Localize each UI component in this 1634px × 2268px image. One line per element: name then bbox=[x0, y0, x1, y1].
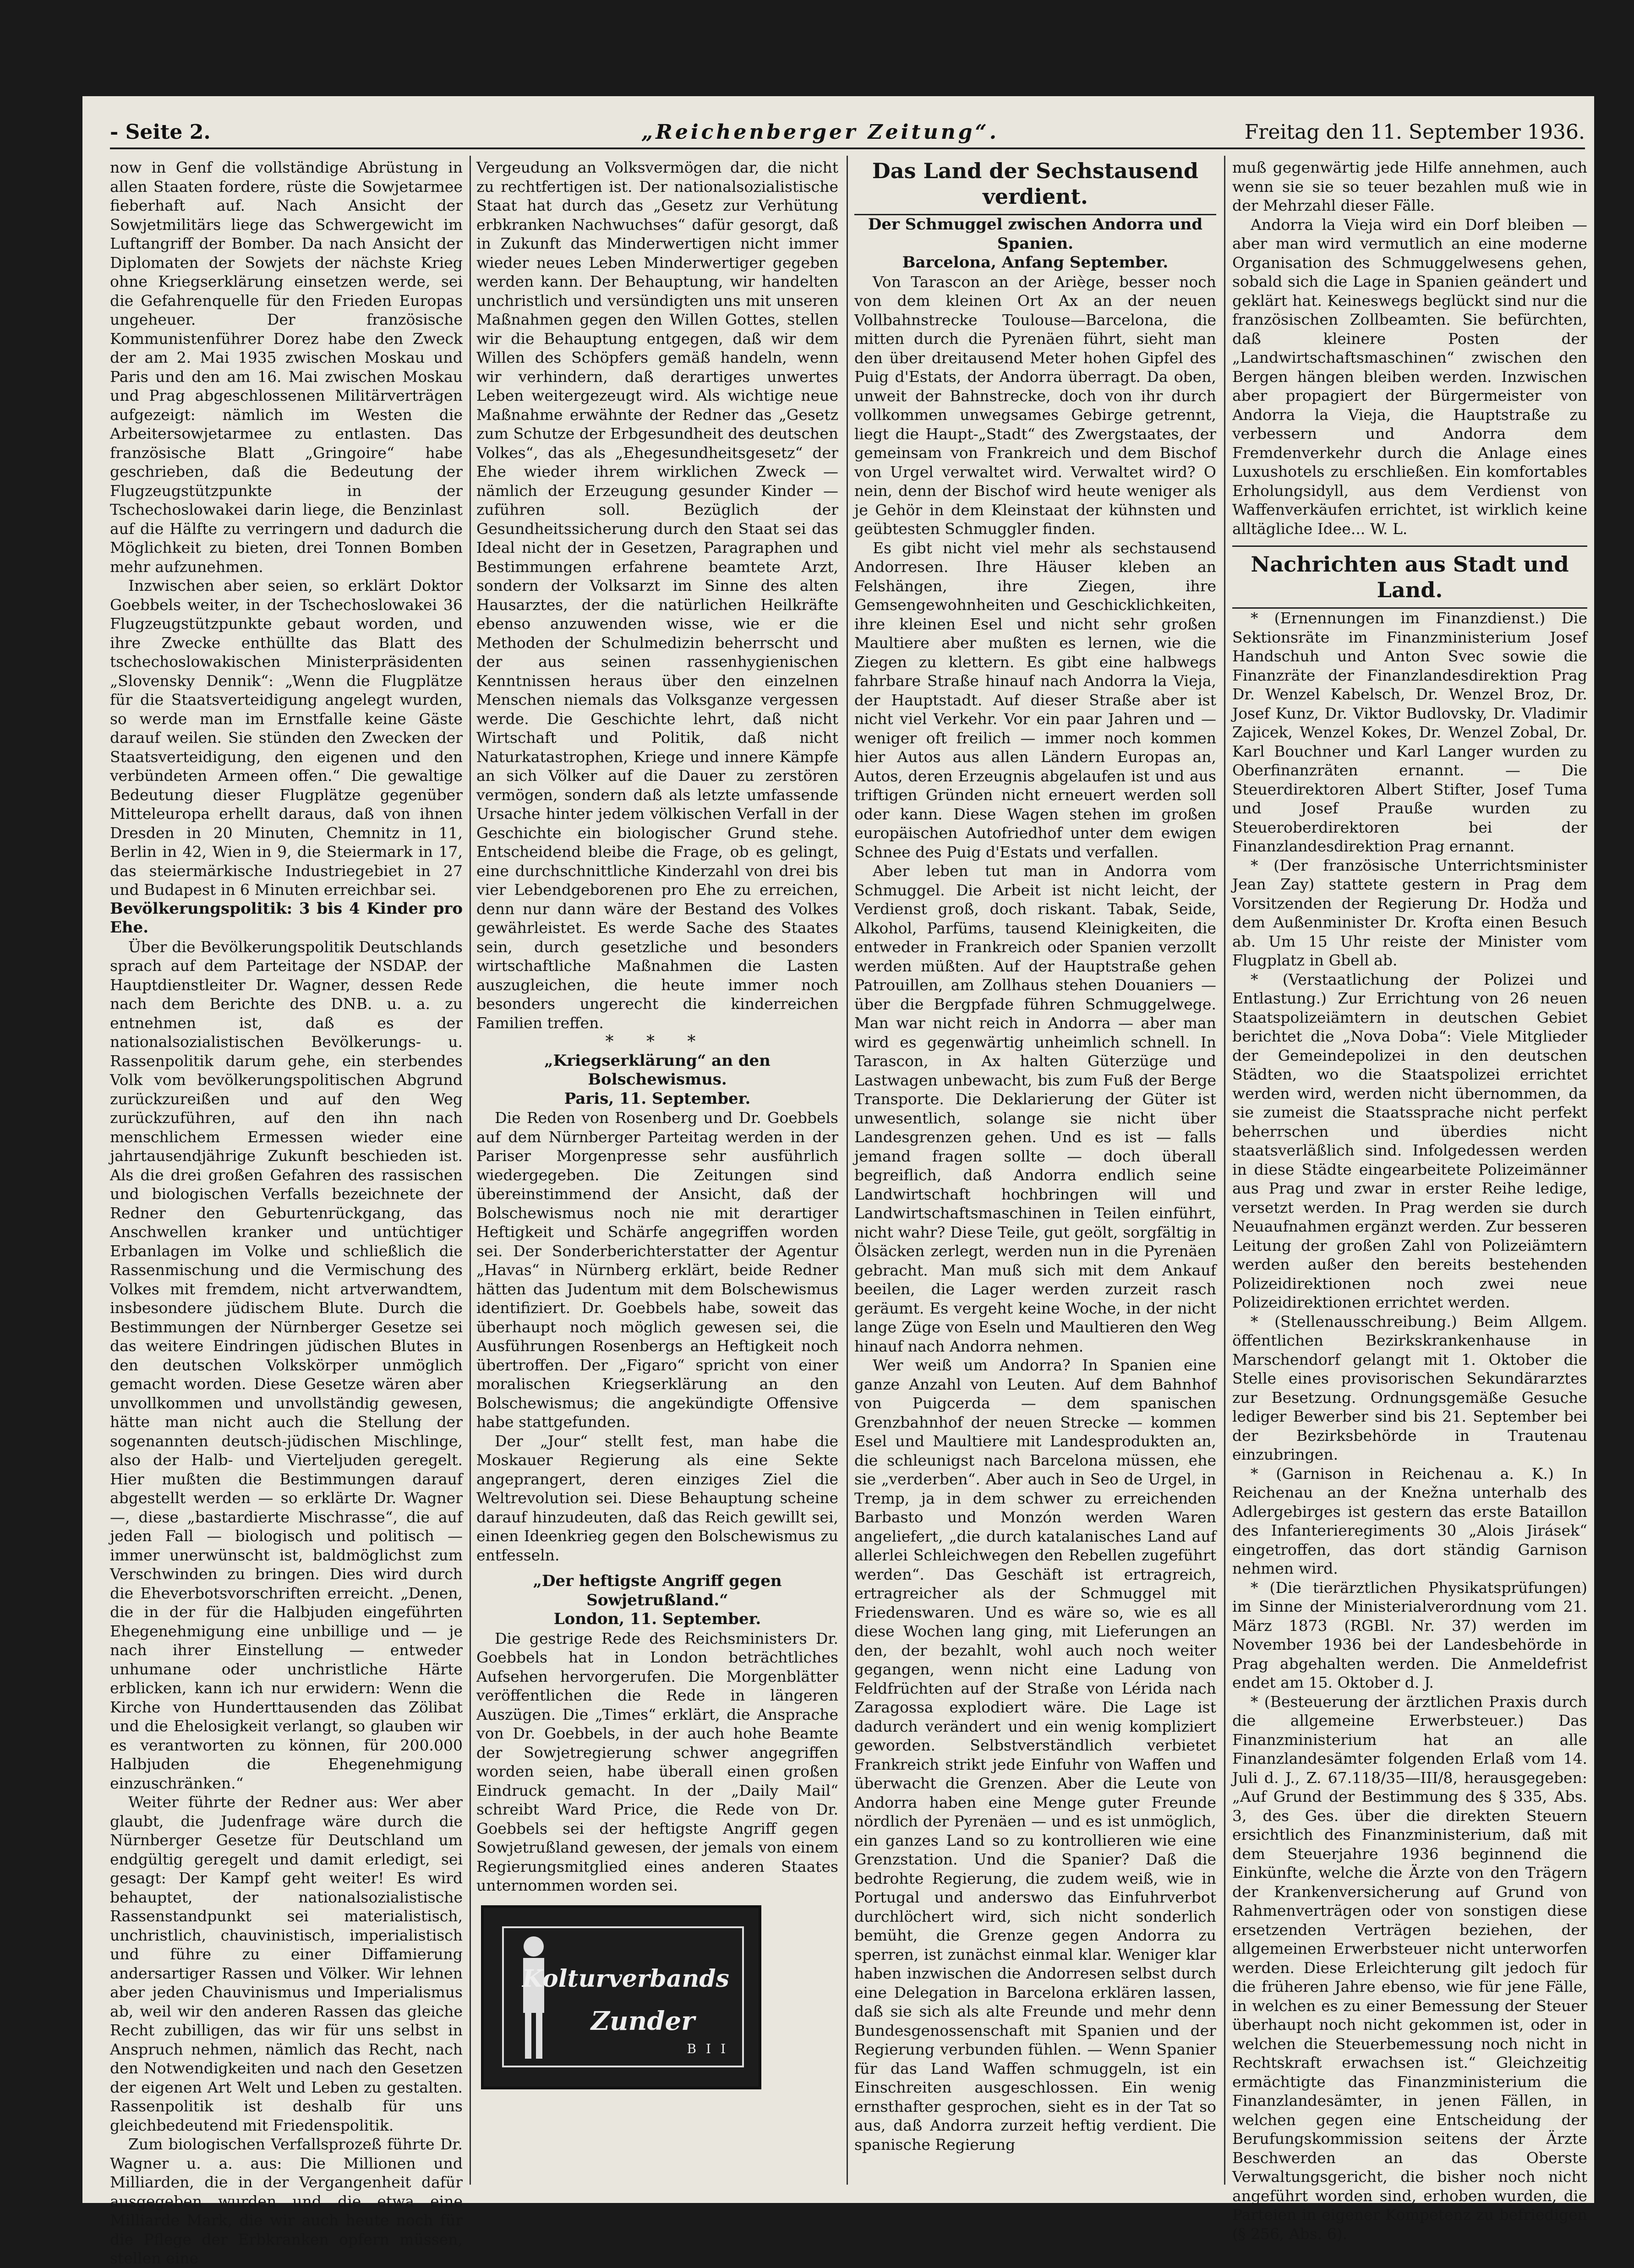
column-divider bbox=[470, 156, 471, 2185]
article-paragraph: now in Genf die vollständige Abrüstung in allen Staaten fordere, rüste die Sowjetarmee fieberhaft auf. Nach Ansicht der Sowjetmilitärs liege das Schwergewicht im Luftangriff der Bomber. Da nach Ansicht der Diplomaten der Sowjets der nächste Krieg ohne Kriegserklärung einsetzen werde, sei die Gefahrenquelle für den Frieden Europas ungeheuer. Der französische Kommunistenführer Dorez habe den Zweck der am 2. Mai 1935 zwischen Moskau und Paris und den am 16. Mai zwischen Moskau und Prag abgeschlossenen Militärverträgen aufgezeigt: nämlich im Westen die Arbeitersowjetarmee zu entlasten. Das französische Blatt „Gringoire“ habe geschrieben, daß die Bedeutung der Flugzeugstützpunkte in der Tschechoslowakei darin liege, die Benzinlast auf die Hälfte zu verringern und dadurch die Möglichkeit zu bieten, drei Tonnen Bomben mehr aufzunehmen. bbox=[110, 158, 463, 576]
ad-frame bbox=[502, 1926, 744, 2067]
section-heading: „Kriegserklärung“ an den Bolschewismus. bbox=[544, 1051, 771, 1089]
section-heading: „Der heftigste Angriff gegen Sowjetrußland.“ bbox=[533, 1572, 782, 1609]
article-paragraph: Andorra la Vieja wird ein Dorf bleiben — aber man wird vermutlich an eine moderne Organisation des Schmuggelwesens gehen, sobald sich die Lage in Spanien geändert und geklärt hat. Keineswegs beglückt sind nur die französischen Zollbeamten. Sie befürchten, daß kleinere Posten der „Landwirtschaftsmaschinen“ zwischen den Bergen hängen bleiben werden. Inzwischen aber propagiert der Bürgermeister von Andorra la Vieja, die Hauptstraße zu verbessern und Andorra dem Fremdenverkehr durch die Anlage eines Luxushotels zu erschließen. Ein komfortables Erholungsidyll, aus dem Verdienst von Waffenverkäufen errichtet, ist wirklich keine alltägliche Idee... W. L. bbox=[1232, 215, 1587, 538]
column-divider bbox=[847, 156, 848, 2185]
article-paragraph: muß gegenwärtig jede Hilfe annehmen, auch wenn sie sie so teuer bezahlen muß wie in der Mehrzahl dieser Fälle. bbox=[1232, 158, 1587, 214]
article-paragraph: Zum biologischen Verfallsprozeß führte Dr. Wagner u. a. aus: Die Millionen und Milliarden, die in der Vergangenheit dafür ausgegeben wurden und die etwa eine Milliarde Mark, die wir auch heute noch für die Pflege der Erbkranken opfern müssen, stellen eine bbox=[110, 2135, 463, 2267]
news-item: * (Besteuerung der ärztlichen Praxis durch die allgemeine Erwerbsteuer.) Das Finanzministerium hat an alle Finanzlandesämter folgenden Erlaß vom 14. Juli d. J., Z. 67.118/35—III/8, herausgegeben: „Auf Grund der Bestimmung des § 335, Abs. 3, des Ges. über die direkten Steuern ersichtlich des Finanzministerium, daß mit dem Steuerjahre 1936 beginnend die Einkünfte, welche die Ärzte von den Trägern der Krankenversicherung auf Grund von Rahmenverträgen oder von sonstigen diese ersetzenden Verträgen beziehen, der allgemeinen Erwerbsteuer nicht unterworfen werden. Diese Erleichterung gilt jedoch für die früheren Jahre ebenso, wie für jene Fälle, in welchen es zu einer Bemessung der Steuer überhaupt noch nicht gekommen ist, oder in welchen die Steuerbemessung noch nicht in Rechtskraft erwachsen ist.“ Gleichzeitig ermächtigte das Finanzministerium die Finanzlandesämter, in jenen Fällen, in welchen gegen eine Entscheidung der Berufungskommission seitens der Ärzte Beschwerden an das Oberste Verwaltungsgericht, die bisher noch nicht angeführt worden sind, erhoben wurden, die Parteien in eigener Kompetenz zu befriedigen (§ 256, Abs. 6). bbox=[1232, 1692, 1587, 2243]
ad-product: Zunder bbox=[591, 2006, 695, 2036]
section-separator: * * * bbox=[605, 1032, 710, 1051]
news-item: * (Ernennungen im Finanzdienst.) Die Sektionsräte im Finanzministerium Josef Handschuh und Anton Svec sowie die Finanzräte der Finanzlandesdirektion Prag Dr. Wenzel Kabelsch, Dr. Wenzel Broz, Dr. Josef Kunz, Dr. Viktor Budlovsky, Dr. Vladimir Zajicek, Wenzel Kokes, Dr. Wenzel Zobal, Dr. Karl Bouchner und Karl Langer wurden zu Oberfinanzräten ernannt. — Die Steuerdirektoren Albert Stifter, Josef Tuma und Josef Prauße wurden zu Steueroberdirektoren bei der Finanzlandesdirektion Prag ernannt. bbox=[1232, 609, 1587, 855]
dateline: Paris, 11. September. bbox=[564, 1089, 751, 1108]
column-divider bbox=[1224, 156, 1225, 2185]
article-paragraph: Vergeudung an Volksvermögen dar, die nicht zu rechtfertigen ist. Der nationalsozialistische Staat hat durch das „Gesetz zur Verhütung erbkranken Nachwuchses“ dafür gesorgt, daß in Zukunft das Minderwertigen nicht immer wieder neues Leben Minderwertiger gegeben werden kann. Der Behauptung, wir handelten unchristlich und versündigten uns mit unseren Maßnahmen gegen den Willen Gottes, stellen wir die Behauptung entgegen, daß wir dem Willen des Schöpfers gemäß handeln, wenn wir verhindern, daß derartiges unwertes Leben weitergezeugt wird. Als wichtige neue Maßnahme erwähnte der Redner das „Gesetz zum Schutze der Erbgesundheit des deutschen Volkes“, das als „Ehegesundheitsgesetz“ der Ehe wieder ihrem wirklichen Zweck — nämlich der Erzeugung gesunder Kinder — zuführen soll. Bezüglich der Gesundheitssicherung durch den Staat sei das Ideal nicht der in Gesetzen, Paragraphen und Bestimmungen erfahrene beamtete Arzt, sondern der Volksarzt im Sinne des alten Hausarztes, der die natürlichen Heilkräfte ebenso anzuwenden wisse, wie er die Methoden der Schulmedizin beherrscht und der aus seinen rassenhygienischen Kenntnissen heraus über den einzelnen Menschen niemals das Volksganze vergessen werde. Die Geschichte lehrt, daß nicht Wirtschaft und Politik, daß nicht Naturkatastrophen, Kriege und innere Kämpfe an sich Völker auf die Dauer zu zerstören vermögen, sondern daß als letzte umfassende Ursache hinter jedem völkischen Verfall in der Geschichte ein biologischer Grund stehe. Entscheidend bleibe die Frage, ob es gelingt, eine durchschnittliche Kinderzahl von drei bis vier Lebendgeborenen pro Ehe zu erreichen, denn nur dann wäre der Bestand des Volkes gewährleistet. Es werde Sache des Staates sein, durch gesetzliche und besonders wirtschaftliche Maßnahmen die Lasten auszugleichen, die heute immer noch besonders ungerecht die kinderreichen Familien treffen. bbox=[476, 158, 838, 1032]
article-paragraph: Wer weiß um Andorra? In Spanien eine ganze Anzahl von Leuten. Auf dem Bahnhof von Puigcerda — dem spanischen Grenzbahnhof der neuen Strecke — kommen Esel und Maultiere mit Landesprodukten an, die schleunigst nach Barcelona müssen, ehe sie „verderben“. Aber auch in Seo de Urgel, in Tremp, ja in dem schwer zu erreichenden Barbasto und Monzón werden Waren angeliefert, „die durch katalanisches Land auf allerlei Schleichwegen den Rebellen zugeführt werden“. Das Geschäft ist ertragreich, ertragreicher als der Schmuggel mit Friedenswaren. Und es wäre so, wie es all diese Wochen lang ging, mit Lieferungen an den, der bezahlt, wohl auch noch weiter gegangen, wenn nicht eine Ladung von Feldfrüchten auf der Straße von Lérida nach Zaragossa explodiert wäre. Die Lage ist dadurch verändert und ein wenig kompliziert geworden. Selbstverständlich verbietet Frankreich strikt jede Einfuhr von Waffen und überwacht die Grenzen. Aber die Leute von Andorra haben eine Menge guter Freunde nördlich der Pyrenäen — und es ist unmöglich, ein ganzes Land so zu kontrollieren wie eine Grenzstation. Und die Spanier? Daß die bedrohte Regierung, die zudem weiß, wie in Portugal und anderswo das Einfuhrverbot durchlöchert wird, sich nicht sonderlich bemüht, die Grenze gegen Andorra zu sperren, ist zunächst einmal klar. Weniger klar haben inzwischen die Andorresen selbst durch eine Delegation in Barcelona erklären lassen, daß sie sich als alte Freunde und mehr denn Bundesgenossenschaft mit Spanien und der Regierung verbunden fühlen. — Wenn Spanier für das Land Waffen schmuggeln, ist ein Einschreiten ausgeschlossen. Ein wenig ernsthafter gesprochen, sieht es in der Tat so aus, daß Andorra zurzeit heftig verdient. Die spanische Regierung bbox=[854, 1356, 1216, 2154]
ad-brand: Kolturverbands bbox=[522, 1965, 729, 1993]
advertisement bbox=[481, 1905, 761, 2089]
section-heading: Bevölkerungspolitik: 3 bis 4 Kinder pro Ehe. bbox=[110, 899, 463, 937]
issue-date: Freitag den 11. September 1936. bbox=[1244, 120, 1585, 144]
article-paragraph: Aber leben tut man in Andorra vom Schmuggel. Die Arbeit ist nicht leicht, der Verdienst groß, doch riskant. Tabak, Seide, Alkohol, Parfüms, tausend Kleinigkeiten, die entweder in Frankreich oder Spanien verzollt werden müßten. Auf der Hauptstraße gehen Patrouillen, am Zollhaus stehen Douaniers — über die Bergpfade führen Schmuggelwege. Man war nicht reich in Andorra — aber man wird es gegenwärtig unheimlich schnell. In Tarascon, in Ax halten Güterzüge und Lastwagen unbewacht, bis zum Fuß der Berge Transporte. Die Deklarierung der Güter ist unwesentlich, solange sie nicht über Landesgrenzen gehen. Und es ist — falls jemand fragen sollte — doch überall begreiflich, daß Andorra endlich seine Landwirtschaft hochbringen will und Landwirtschaftsmaschinen in Teilen einführt, nicht wahr? Diese Teile, gut geölt, sorgfältig in Ölsäcken zerlegt, werden nun in die Pyrenäen gebracht. Man muß sich mit dem Ankauf beeilen, die Lager werden zurzeit rasch geräumt. Es vergeht keine Woche, in der nicht lange Züge von Eseln und Maultieren den Weg hinauf nach Andorra nehmen. bbox=[854, 862, 1216, 1355]
news-item: * (Stellenausschreibung.) Beim Allgem. öffentlichen Bezirkskrankenhause in Marschendorf gelangt mit 1. Oktober die Stelle eines provisorischen Sekundärarztes zur Besetzung. Ordnungsgemäße Gesuche lediger Bewerber sind bis 21. September bei der Bezirksbehörde in Trautenau einzubringen. bbox=[1232, 1312, 1587, 1463]
article-paragraph: Die gestrige Rede des Reichsministers Dr. Goebbels hat in London beträchtliches Aufsehen hervorgerufen. Die Morgenblätter veröffentlichen die Rede in längeren Auszügen. Die „Times“ erklärt, die Ansprache von Dr. Goebbels, in der auch hohe Beamte der Sowjetregierung schwer angegriffen worden seien, habe überall einen großen Eindruck gemacht. In der „Daily Mail“ schreibt Ward Price, die Rede von Dr. Goebbels sei der heftigste Angriff gegen Sowjetrußland gewesen, der jemals von einem Regierungsmitglied eines anderen Staates unternommen worden sei. bbox=[476, 1629, 838, 1894]
section-title: Nachrichten aus Stadt und Land. bbox=[1232, 545, 1587, 609]
newspaper-title: „Reichenberger Zeitung“. bbox=[641, 120, 1000, 144]
article-paragraph: Es gibt nicht viel mehr als sechstausend Andorresen. Ihre Häuser kleben an Felshängen, ihre Ziegen, ihre Gemsengewohnheiten und Geschicklichkeiten, ihre kleinen Esel und nicht sehr großen Maultiere aber mußten es lernen, wie die Ziegen zu klettern. Es gibt eine halbwegs fahrbare Straße hinauf nach Andorra la Vieja, der Hauptstadt. Auf dieser Straße aber ist nicht viel Verkehr. Vor ein paar Jahren und — weniger oft freilich — immer noch kommen hier Autos aus allen Ländern Europas an, Autos, deren Erzeugnis abgelaufen ist und aus triftigen Gründen nicht erneuert werden soll oder kann. Diese Wagen stehen im großen europäischen Autofriedhof unter dem ewigen Schnee des Puig d'Estats und verfallen. bbox=[854, 539, 1216, 861]
dateline: Barcelona, Anfang September. bbox=[902, 253, 1169, 272]
news-item: * (Garnison in Reichenau a. K.) In Reichenau an der Knežna unterhalb des Adlergebirges ist gestern das erste Bataillon des Infanterieregiments 30 „Alois Jirásek“ eingetroffen, das dort ständig Garnison nehmen wird. bbox=[1232, 1464, 1587, 1577]
column-3 bbox=[854, 158, 1216, 2182]
ad-code: B I I bbox=[687, 2041, 728, 2056]
news-item: * (Der französische Unterrichtsminister Jean Zay) stattete gestern in Prag dem Vorsitzenden der Regierung Dr. Hodža und dem Außenminister Dr. Krofta einen Besuch ab. Um 15 Uhr reiste der Minister vom Flugplatz in Gbell ab. bbox=[1232, 856, 1587, 969]
figure-icon bbox=[513, 1928, 554, 2066]
article-paragraph: Inzwischen aber seien, so erklärt Doktor Goebbels weiter, in der Tschechoslowakei 36 Flugzeugstützpunkte gebaut worden, und ihre Zwecke enthüllte das Blatt des tschechoslowakischen Ministerpräsidenten „Slovensky Dennik“: „Wenn die Flugplätze für die Staatsverteidigung angelegt wurden, so werde man im Ernstfalle keine Gäste darauf weilen. Sie stünden den Zwecken der Staatsverteidigung, den eigenen und den verbündeten Armeen offen.“ Die gewaltige Bedeutung dieser Flugplätze gegenüber Mitteleuropa erhellt daraus, daß von ihnen Dresden in 20 Minuten, Chemnitz in 11, Berlin in 42, Wien in 9, die Steiermark in 17, das steiermärkische Industriegebiet in 27 und Budapest in 6 Minuten erreichbar sei. bbox=[110, 577, 463, 899]
page-header bbox=[110, 117, 1585, 149]
article-title: Das Land der Sechstausend verdient. bbox=[854, 158, 1216, 215]
article-subtitle: Der Schmuggel zwischen Andorra und Spanien. bbox=[868, 215, 1203, 253]
article-paragraph: Über die Bevölkerungspolitik Deutschlands sprach auf dem Parteitage der NSDAP. der Hauptdienstleiter Dr. Wagner, dessen Rede nach dem Berichte des DNB. u. a. zu entnehmen ist, daß es der nationalsozialistischen Bevölkerungs- u. Rassenpolitik darum gehe, ein sterbendes Volk vom bevölkerungspolitischen Abgrund zurückzureißen und auf den Weg zurückzuführen, auf den ihn nach menschlichem Ermessen wieder eine jahrtausendjährige Zukunft beschieden ist. Als die drei großen Gefahren des rassischen und biologischen Verfalls bezeichnete der Redner den Geburtenrückgang, das Anschwellen kranker und untüchtiger Erbanlagen im Volke und schließlich die Rassenmischung und die Vermischung des Volkes mit fremdem, nicht artverwandtem, insbesondere jüdischem Blute. Durch die Bestimmungen der Nürnberger Gesetze sei das weitere Eindringen jüdischen Blutes in den deutschen Volkskörper unmöglich gemacht worden. Diese Gesetze wären aber unvollkommen und unvollständig gewesen, hätte man nicht auch die Stellung der sogenannten deutsch-jüdischen Mischlinge, also der Halb- und Vierteljuden geregelt. Hier mußten die Bestimmungen darauf abgestellt werden — so erklärte Dr. Wagner —, diese „bastardierte Mischrasse“, die auf jeden Fall — biologisch und politisch — immer unerwünscht ist, baldmöglichst zum Verschwinden zu bringen. Dies wird durch die Eheverbotsvorschriften erreicht. „Denen, die in der für die Halbjuden eingeführten Ehegenehmigung eine unbillige und — je nach ihrer Einstellung — entweder unhumane oder unchristliche Härte erblicken, kann ich nur erwidern: Wenn die Kirche von Hunderttausenden das Zölibat und die Ehelosigkeit verlangt, so glauben wir es verantworten zu können, für 200.000 Halbjuden die Ehegenehmigung einzuschränken.“ bbox=[110, 938, 463, 1792]
dateline: London, 11. September. bbox=[553, 1610, 761, 1628]
article-paragraph: Weiter führte der Redner aus: Wer aber glaubt, die Judenfrage wäre durch die Nürnberger Gesetze für Deutschland um endgültig geregelt und damit erledigt, sei gesagt: Der Kampf geht weiter! Es wird behauptet, der nationalsozialistische Rassenstandpunkt sei materialistisch, unchristlich, chauvinistisch, imperialistisch und führe zu einer Diffamierung andersartiger Rassen und Völker. Wir lehnen aber jeden Chauvinismus und Imperialismus ab, weil wir den anderen Rassen das gleiche Recht zubilligen, das wir für uns selbst in Anspruch nehmen, nämlich das Recht, nach den Notwendigkeiten und nach den Gesetzen der eigenen Art Welt und Leben zu gestalten. Rassenpolitik ist deshalb für uns gleichbedeutend mit Friedenspolitik. bbox=[110, 1793, 463, 2134]
page-number: - Seite 2. bbox=[110, 120, 211, 144]
news-item: * (Verstaatlichung der Polizei und Entlastung.) Zur Errichtung von 26 neuen Staatspolizeiämtern in deutschen Gebiet berichtet die „Nova Doba“: Viele Mitglieder der Gemeindepolizei in den deutschen Städten, wo die Staatspolizei errichtet werden wird, werden nicht übernommen, da sie zumeist die Staatssprache nicht perfekt beherrschen und überdies nicht staatsverläßlich sind. Infolgedessen werden in diese Städte eingearbeitete Polizeimänner aus Prag und zwar in erster Reihe ledige, versetzt werden. In Prag werden sie durch Neuaufnahmen ergänzt werden. Zur besseren Leitung der großen Zahl von Polizeiämtern werden außer den bereits bestehenden Polizeidirektionen noch zwei neue Polizeidirektionen errichtet werden. bbox=[1232, 970, 1587, 1311]
column-4 bbox=[1232, 158, 1587, 2243]
news-item: * (Die tierärztlichen Physikatsprüfungen) im Sinne der Ministerialverordnung vom 21. März 1873 (RGBl. Nr. 37) werden im November 1936 bei der Landesbehörde in Prag abgehalten werden. Die Anmeldefrist endet am 15. Oktober d. J. bbox=[1232, 1578, 1587, 1691]
article-paragraph: Der „Jour“ stellt fest, man habe die Moskauer Regierung als eine Sekte angeprangert, deren einziges Ziel die Weltrevolution sei. Diese Behauptung scheine darauf hinzudeuten, daß das Reich gewillt sei, einen Ideenkrieg gegen den Bolschewismus zu entfesseln. bbox=[476, 1432, 838, 1564]
column-1 bbox=[110, 158, 463, 2267]
article-paragraph: Von Tarascon an der Ariège, besser noch von dem kleinen Ort Ax an der neuen Vollbahnstrecke Toulouse—Barcelona, die mitten durch die Pyrenäen führt, sieht man den über dreitausend Meter hohen Gipfel des Puig d'Estats, der Andorra überragt. Da oben, unweit der Bahnstrecke, doch von ihr durch vollkommen unwegsames Gebirge getrennt, liegt die Haupt-„Stadt“ des Zwergstaates, der gemeinsam von Frankreich und dem Bischof von Urgel verwaltet wird. Verwaltet wird? O nein, denn der Bischof wird heute weniger als je Gehör in dem Kleinstaat der kühnsten und geübtesten Schmuggler finden. bbox=[854, 273, 1216, 538]
column-2 bbox=[476, 158, 838, 2182]
header-rule bbox=[110, 147, 1585, 149]
article-paragraph: Die Reden von Rosenberg und Dr. Goebbels auf dem Nürnberger Parteitag werden in der Pariser Morgenpresse sehr ausführlich wiedergegeben. Die Zeitungen sind übereinstimmend der Ansicht, daß der Bolschewismus noch nie mit derartiger Heftigkeit und Schärfe angegriffen worden sei. Der Sonderberichterstatter der Agentur „Havas“ in Nürnberg erklärt, beide Redner hätten das Judentum mit dem Bolschewismus identifiziert. Dr. Goebbels habe, soweit das überhaupt noch möglich gewesen sei, die Ausführungen Rosenbergs an Heftigkeit noch übertroffen. Der „Figaro“ spricht von einer moralischen Kriegserklärung an den Bolschewismus; die angekündigte Offensive habe stattgefunden. bbox=[476, 1109, 838, 1431]
